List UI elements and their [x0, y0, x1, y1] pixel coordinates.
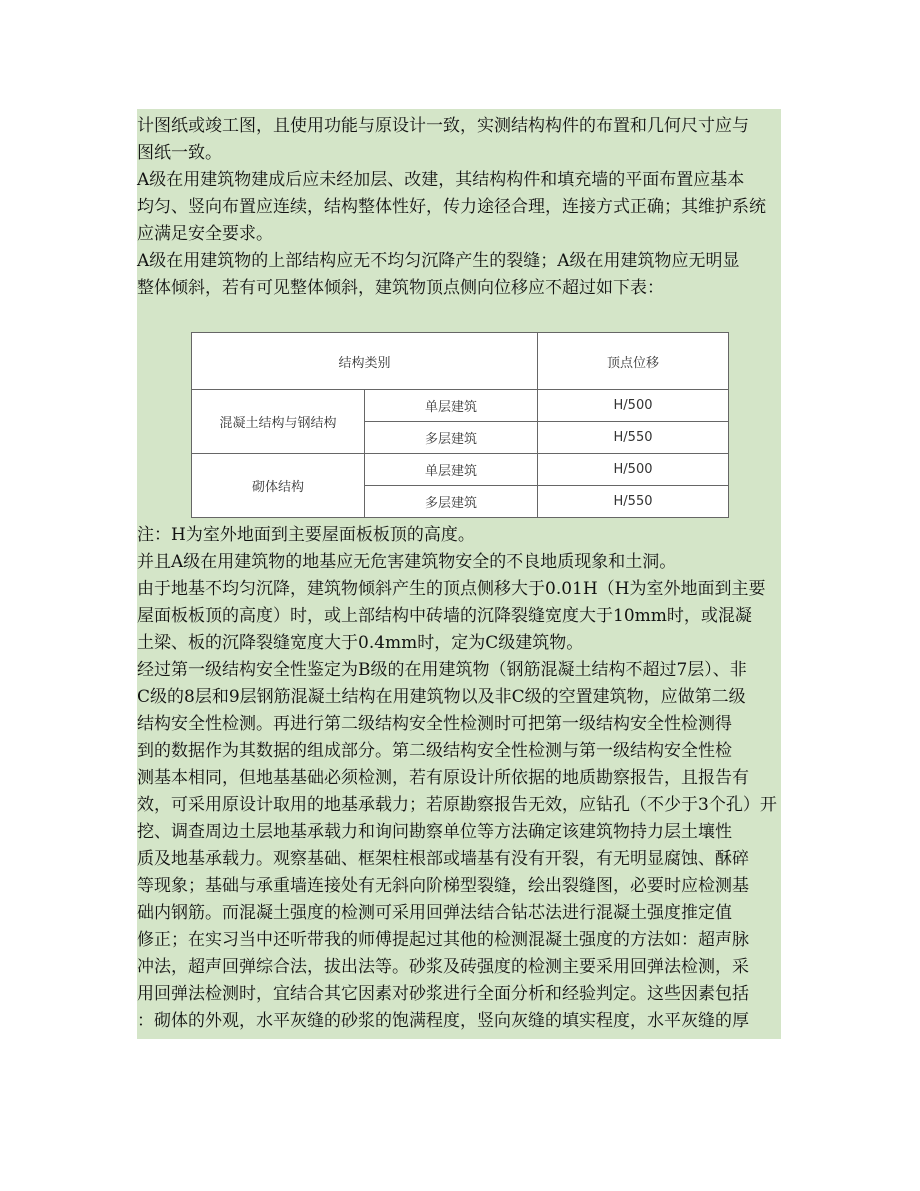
paragraph-top-2 — [137, 167, 781, 248]
document-page-block — [137, 109, 781, 1039]
text-line: 到的数据作为其数据的组成部分。第二级结构安全性检测与第一级结构安全性检 — [137, 741, 732, 761]
paragraph-bottom-1 — [137, 549, 781, 576]
text-line: 质及地基承载力。观察基础、框架柱根部或墙基有没有开裂，有无明显腐蚀、酥碎 — [137, 849, 749, 869]
text-line: 应满足安全要求。 — [137, 224, 273, 244]
text-line: A级在用建筑物建成后应未经加层、改建，其结构构件和填充墙的平面布置应基本 — [137, 170, 745, 190]
paragraph-top-3 — [137, 248, 781, 302]
paragraph-bottom-3 — [137, 657, 781, 1035]
text-line: 经过第一级结构安全性鉴定为B级的在用建筑物（钢筋混凝土结构不超过7层）、非 — [137, 660, 747, 680]
text-line: 图纸一致。 — [137, 143, 222, 163]
building-type-cell: 单层建筑 — [365, 390, 538, 422]
text-line: 土梁、板的沉降裂缝宽度大于0.4mm时，定为C级建筑物。 — [137, 633, 584, 653]
displacement-value-cell: H/550 — [538, 422, 729, 454]
text-line: 注：H为室外地面到主要屋面板板顶的高度。 — [137, 525, 475, 545]
text-line: 均匀、竖向布置应连续，结构整体性好，传力途径合理，连接方式正确；其维护系统 — [137, 197, 766, 217]
paragraph-bottom-2 — [137, 576, 781, 657]
group-name-cell: 砌体结构 — [192, 454, 365, 518]
displacement-value-cell: H/550 — [538, 486, 729, 518]
text-line: 计图纸或竣工图，且使用功能与原设计一致，实测结构构件的布置和几何尺寸应与 — [137, 116, 749, 136]
text-line: 等现象；基础与承重墙连接处有无斜向阶梯型裂缝，绘出裂缝图，必要时应检测基 — [137, 876, 749, 896]
text-line: 由于地基不均匀沉降，建筑物倾斜产生的顶点侧移大于0.01H（H为室外地面到主要 — [137, 579, 766, 599]
displacement-table — [191, 332, 728, 517]
building-type-cell: 多层建筑 — [365, 422, 538, 454]
displacement-value-cell: H/500 — [538, 390, 729, 422]
text-line: A级在用建筑物的上部结构应无不均匀沉降产生的裂缝；A级在用建筑物应无明显 — [137, 251, 740, 271]
text-line: 并且A级在用建筑物的地基应无危害建筑物安全的不良地质现象和土洞。 — [137, 552, 677, 572]
building-type-cell: 单层建筑 — [365, 454, 538, 486]
text-line: 础内钢筋。而混凝土强度的检测可采用回弹法结合钻芯法进行混凝土强度推定值 — [137, 903, 732, 923]
table-header-row — [192, 333, 729, 390]
text-line: 整体倾斜，若有可见整体倾斜，建筑物顶点侧向位移应不超过如下表： — [137, 278, 664, 298]
group-name-cell: 混凝土结构与钢结构 — [192, 390, 365, 454]
header-vertex-displacement: 顶点位移 — [538, 333, 729, 390]
text-line: 冲法，超声回弹综合法，拔出法等。砂浆及砖强度的检测主要采用回弹法检测，采 — [137, 957, 749, 977]
table-row — [192, 390, 729, 422]
building-type-cell: 多层建筑 — [365, 486, 538, 518]
text-line: 用回弹法检测时，宜结合其它因素对砂浆进行全面分析和经验判定。这些因素包括 — [137, 984, 749, 1004]
text-line: 修正；在实习当中还听带我的师傅提起过其他的检测混凝土强度的方法如：超声脉 — [137, 930, 749, 950]
text-line: 屋面板板顶的高度）时，或上部结构中砖墙的沉降裂缝宽度大于10mm时，或混凝 — [137, 606, 752, 626]
header-structure-category: 结构类别 — [192, 333, 538, 390]
text-line: 结构安全性检测。再进行第二级结构安全性检测时可把第一级结构安全性检测得 — [137, 714, 732, 734]
table-row — [192, 454, 729, 486]
displacement-value-cell: H/500 — [538, 454, 729, 486]
text-line: ：砌体的外观，水平灰缝的砂浆的饱满程度，竖向灰缝的填实程度，水平灰缝的厚 — [137, 1011, 749, 1031]
paragraph-top-1 — [137, 113, 781, 167]
text-line: 挖、调查周边土层地基承载力和询问勘察单位等方法确定该建筑物持力层土壤性 — [137, 822, 732, 842]
paragraph-note — [137, 522, 781, 549]
text-line: 效，可采用原设计取用的地基承载力；若原勘察报告无效，应钻孔（不少于3个孔）开 — [137, 795, 777, 815]
text-line: 测基本相同，但地基基础必须检测，若有原设计所依据的地质勘察报告，且报告有 — [137, 768, 749, 788]
text-line: C级的8层和9层钢筋混凝土结构在用建筑物以及非C级的空置建筑物，应做第二级 — [137, 687, 746, 707]
